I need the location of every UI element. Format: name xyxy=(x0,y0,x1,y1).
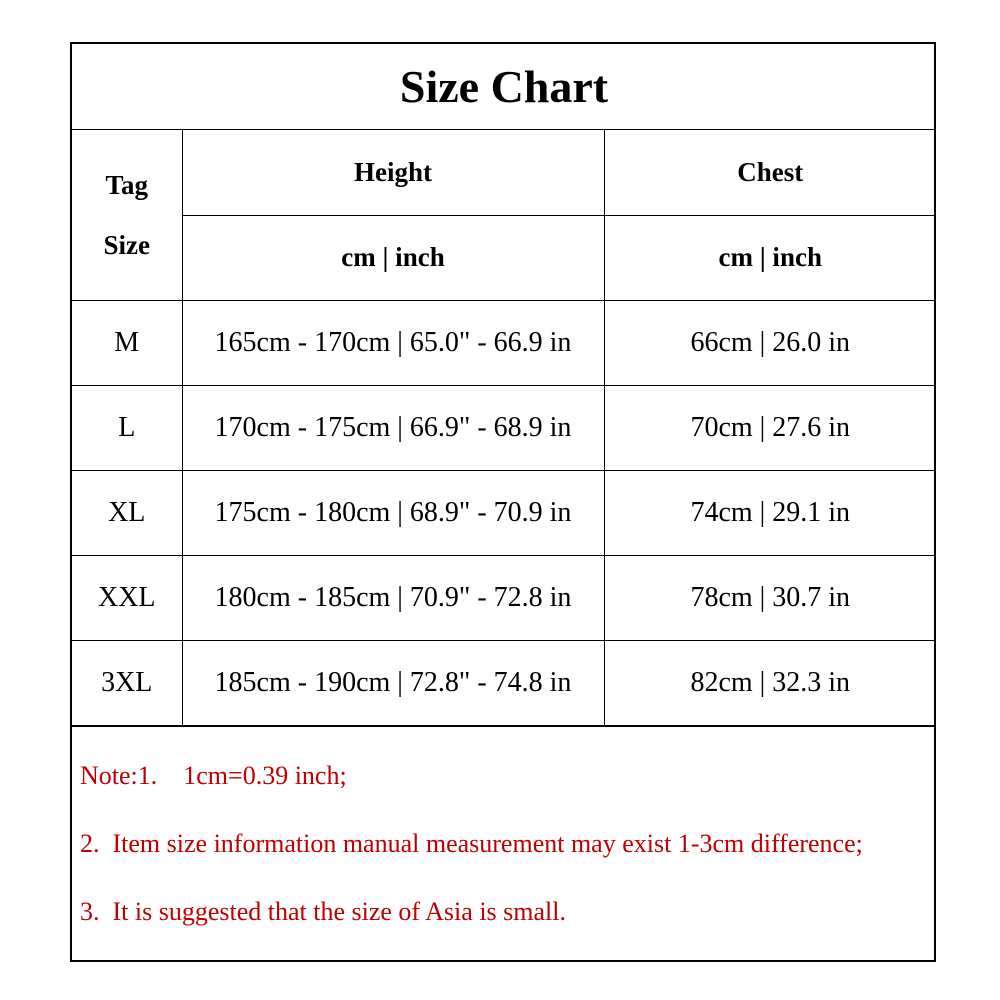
units-row xyxy=(72,215,936,300)
tag-size-header-line1: Tag xyxy=(105,169,149,200)
size-cell: M xyxy=(72,300,182,385)
header-row xyxy=(72,130,936,215)
height-cell: 175cm - 180cm | 68.9" - 70.9 in xyxy=(182,470,604,555)
chest-cell: 74cm | 29.1 in xyxy=(604,470,936,555)
chest-cell: 82cm | 32.3 in xyxy=(604,640,936,725)
table-row xyxy=(72,300,936,385)
height-cell: 180cm - 185cm | 70.9" - 72.8 in xyxy=(182,555,604,640)
chest-units-header: cm | inch xyxy=(604,215,936,300)
height-cell: 170cm - 175cm | 66.9" - 68.9 in xyxy=(182,385,604,470)
chest-cell: 70cm | 27.6 in xyxy=(604,385,936,470)
notes-section xyxy=(72,726,936,962)
table-row xyxy=(72,640,936,725)
note-line-3: 3. It is suggested that the size of Asia is small. xyxy=(80,897,566,926)
table-row xyxy=(72,470,936,555)
note-line-2: 2. Item size information manual measurement may exist 1-3cm difference; xyxy=(80,829,863,858)
height-header: Height xyxy=(182,130,604,215)
size-chart-sheet xyxy=(70,42,936,962)
size-cell: 3XL xyxy=(72,640,182,725)
tag-size-header xyxy=(72,130,182,300)
height-cell: 165cm - 170cm | 65.0" - 66.9 in xyxy=(182,300,604,385)
height-units-header: cm | inch xyxy=(182,215,604,300)
size-cell: L xyxy=(72,385,182,470)
size-table xyxy=(72,130,936,726)
chest-cell: 78cm | 30.7 in xyxy=(604,555,936,640)
size-cell: XXL xyxy=(72,555,182,640)
table-row xyxy=(72,555,936,640)
note-line-1: Note:1. 1cm=0.39 inch; xyxy=(80,761,347,790)
chest-header: Chest xyxy=(604,130,936,215)
chart-title: Size Chart xyxy=(72,44,936,130)
tag-size-header-line2: Size xyxy=(103,229,150,260)
size-cell: XL xyxy=(72,470,182,555)
chest-cell: 66cm | 26.0 in xyxy=(604,300,936,385)
height-cell: 185cm - 190cm | 72.8" - 74.8 in xyxy=(182,640,604,725)
table-row xyxy=(72,385,936,470)
